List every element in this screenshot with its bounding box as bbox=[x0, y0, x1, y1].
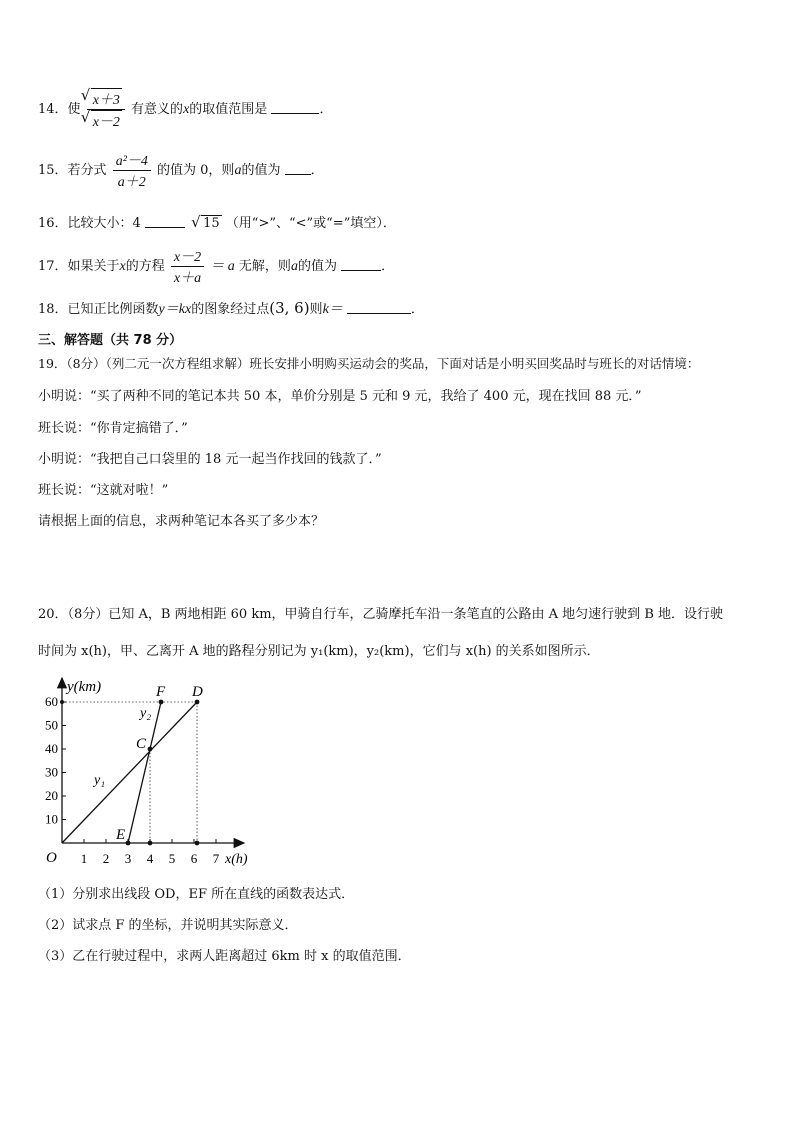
q17-var2: a bbox=[290, 259, 298, 274]
question-15 bbox=[38, 150, 324, 191]
label-F: F bbox=[156, 684, 166, 700]
q15-var: a bbox=[234, 163, 242, 178]
point-E bbox=[126, 841, 131, 846]
q17-end: ． bbox=[381, 259, 395, 274]
x-tick-label: 7 bbox=[212, 851, 220, 866]
x-axis-label: x(h) bbox=[225, 852, 248, 867]
q14-var: x bbox=[183, 102, 190, 117]
q16-sqrt: √ 15 bbox=[201, 215, 222, 231]
distance-time-graph bbox=[36, 672, 266, 872]
q17-answer-blank[interactable] bbox=[341, 269, 381, 271]
x-tick-label: 4 bbox=[146, 851, 154, 866]
point-D bbox=[195, 700, 200, 705]
q17-tail: 无解，则 bbox=[238, 259, 291, 274]
q19-line-3: 小明说：“我把自己口袋里的 18 元一起当作找回的钱款了．” bbox=[38, 452, 382, 467]
q18-point: (3, 6) bbox=[269, 299, 310, 317]
x-tick-label: 3 bbox=[124, 851, 132, 866]
point-x6 bbox=[195, 841, 200, 846]
q18-number: 18．已知正比例函数 bbox=[38, 302, 159, 317]
q19-line-2: 班长说：“你肯定搞错了．” bbox=[38, 421, 188, 436]
x-tick-label: 5 bbox=[168, 851, 176, 866]
y-tick-label: 50 bbox=[45, 717, 58, 733]
q20-sub-1: （1）分别求出线段 OD，EF 所在直线的函数表达式． bbox=[38, 887, 355, 902]
q15-tail: 的值为 bbox=[241, 163, 281, 178]
label-C: C bbox=[136, 736, 147, 752]
q15-frac-num: a²－4 bbox=[115, 154, 148, 169]
x-tick-label: 2 bbox=[102, 851, 110, 866]
q15-mid: 的值为 0，则 bbox=[157, 163, 235, 178]
q17-tail2: 的值为 bbox=[297, 259, 337, 274]
origin-label: O bbox=[46, 850, 57, 866]
q18-end: ． bbox=[410, 302, 424, 317]
q20-line-1: 20．（8分）已知 A，B 两地相距 60 km，甲骑自行车，乙骑摩托车沿一条笔直的公路由 A 地匀速行驶到 B 地．设行驶 bbox=[38, 607, 724, 622]
x-tick-label: 6 bbox=[190, 851, 198, 866]
q14-mid: 有意义的 bbox=[131, 102, 184, 117]
q17-mid: 的方程 bbox=[125, 259, 165, 274]
x-tick-label: 1 bbox=[80, 851, 88, 866]
point-C bbox=[148, 747, 153, 752]
label-D: D bbox=[192, 684, 203, 700]
y-axis-label: y(km) bbox=[67, 679, 102, 695]
q15-frac-den: a＋2 bbox=[113, 170, 151, 191]
q18-tail: 则 bbox=[309, 302, 323, 317]
q14-sqrt-bottom: √ x－2 bbox=[91, 110, 122, 131]
section-heading: 三、解答题（共 78 分） bbox=[38, 333, 183, 348]
point-x4 bbox=[148, 841, 153, 846]
q14-fraction bbox=[87, 88, 125, 131]
q20-line-2: 时间为 x(h)，甲、乙离开 A 地的路程分别记为 y₁(km)，y₂(km)，它们与 x(h) 的关系如图所示． bbox=[38, 644, 600, 659]
question-18 bbox=[38, 298, 424, 318]
line-y1-OD bbox=[62, 702, 197, 843]
q20-sub-3: （3）乙在行驶过程中，求两人距离超过 6km 时 x 的取值范围． bbox=[38, 949, 411, 964]
q19-line-5: 请根据上面的信息，求两种笔记本各买了多少本？ bbox=[38, 514, 325, 529]
q16-number: 16．比较大小：4 bbox=[38, 216, 141, 231]
point-F bbox=[159, 700, 164, 705]
q14-number: 14．使 bbox=[38, 102, 81, 117]
q19-line-4: 班长说：“这就对啦！” bbox=[38, 483, 169, 498]
q14-end: ． bbox=[319, 102, 333, 117]
y-tick-label: 30 bbox=[45, 764, 58, 780]
q14-answer-blank[interactable] bbox=[271, 112, 319, 114]
line-y2-EF bbox=[128, 702, 161, 843]
q17-var: x bbox=[119, 259, 126, 274]
q19-head: 19．（8分）（列二元一次方程组求解）班长安排小明购买运动会的奖品，下面对话是小明买回奖品时与班长的对话情境： bbox=[38, 356, 700, 371]
label-E: E bbox=[116, 827, 126, 843]
q18-answer-blank[interactable] bbox=[347, 312, 411, 314]
point-y60 bbox=[60, 700, 64, 704]
y-tick-label: 60 bbox=[45, 694, 58, 709]
q18-var: k＝ bbox=[322, 302, 343, 317]
q18-func: y＝kx bbox=[158, 302, 192, 317]
q17-frac-num: x－2 bbox=[173, 250, 202, 265]
label-y1: y₁ bbox=[94, 773, 106, 788]
q17-eq: ＝ a bbox=[210, 259, 235, 274]
q19-line-1: 小明说：“买了两种不同的笔记本共 50 本，单价分别是 5 元和 9 元，我给了 400 元，现在找回 88 元．” bbox=[38, 389, 642, 404]
question-17 bbox=[38, 246, 394, 287]
q17-number: 17．如果关于 bbox=[38, 259, 120, 274]
y-tick-label: 20 bbox=[45, 788, 58, 803]
q20-sub-2: （2）试求点 F 的坐标，并说明其实际意义． bbox=[38, 918, 298, 933]
y-tick-label: 10 bbox=[45, 811, 58, 827]
q14-sqrt-top: √ x＋3 bbox=[91, 88, 122, 109]
q17-fraction bbox=[171, 246, 204, 287]
question-16 bbox=[38, 212, 396, 231]
question-14 bbox=[38, 88, 332, 131]
q17-frac-den: x＋a bbox=[171, 266, 204, 287]
q14-tail: 的取值范围是 bbox=[189, 102, 268, 117]
label-y2: y₂ bbox=[140, 706, 152, 721]
q18-mid: 的图象经过点 bbox=[191, 302, 270, 317]
q15-end: ． bbox=[310, 163, 324, 178]
q15-number: 15．若分式 bbox=[38, 163, 107, 178]
y-tick-label: 40 bbox=[45, 741, 58, 756]
q16-answer-blank[interactable] bbox=[145, 226, 185, 228]
q15-answer-blank[interactable] bbox=[285, 173, 311, 175]
q16-tail: （用“>”、“<”或“=”填空）． bbox=[225, 216, 396, 231]
q15-fraction bbox=[113, 150, 151, 191]
